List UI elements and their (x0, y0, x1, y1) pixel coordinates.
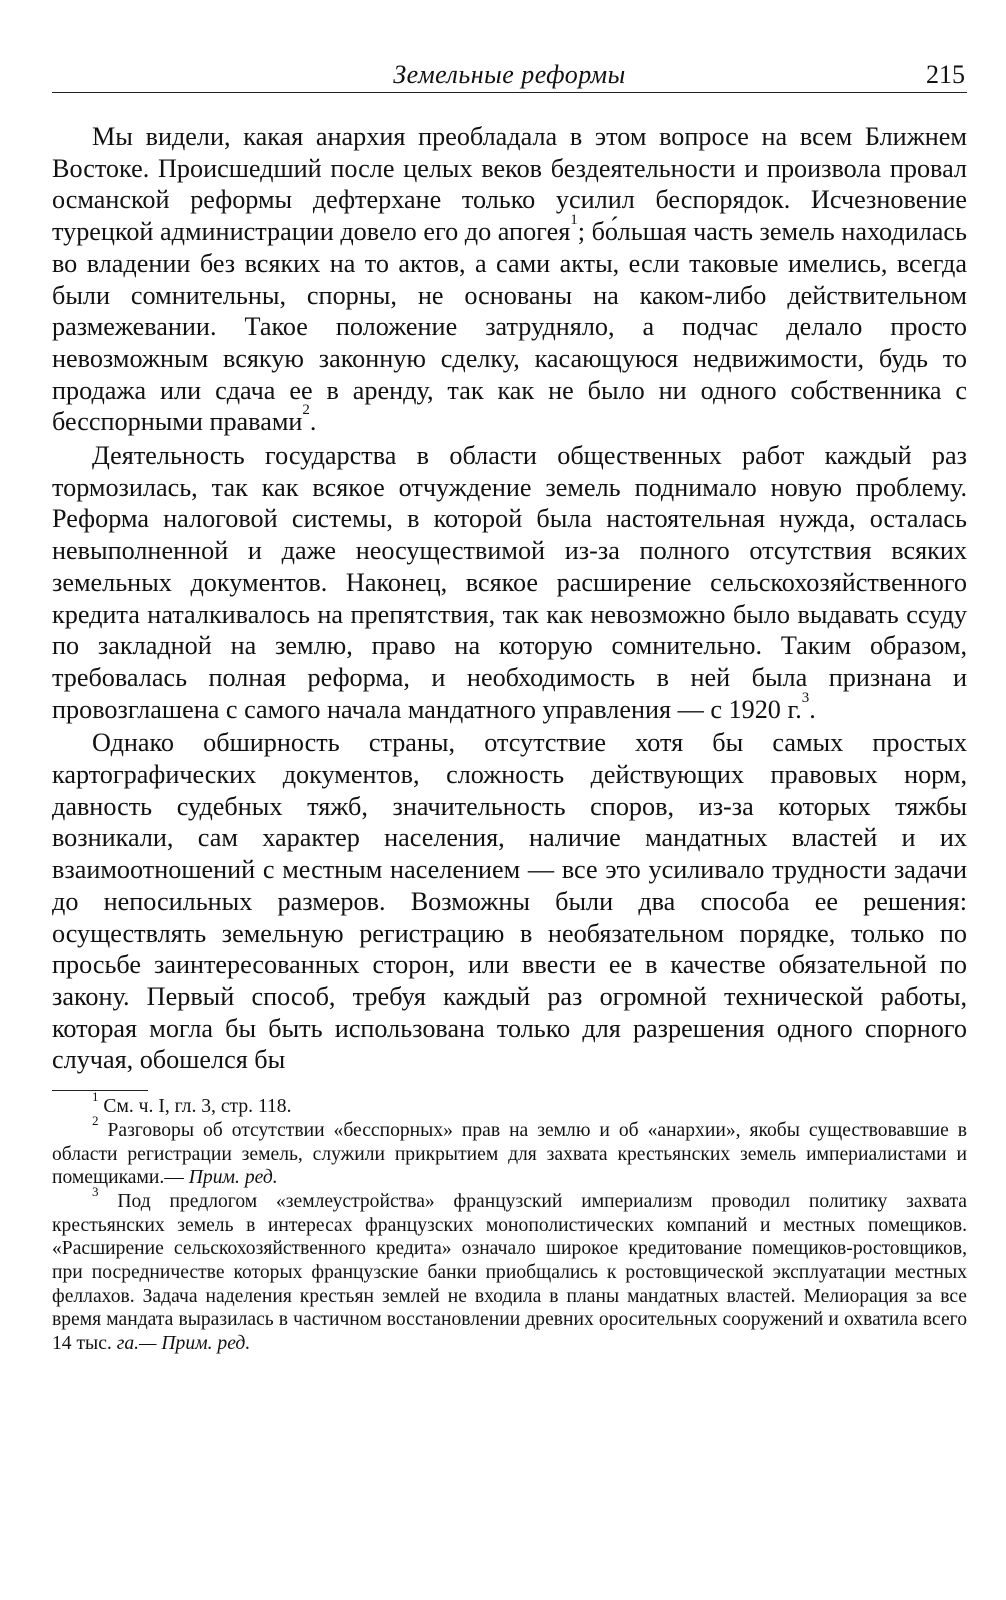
footnote-ref: 2 (302, 402, 310, 419)
book-page (52, 58, 967, 1356)
paragraph (52, 440, 967, 725)
editor-note: Прим. ред. (188, 1167, 278, 1189)
footnote (52, 1089, 967, 1119)
footnote (52, 1112, 967, 1190)
paragraph-text: Деятельность государства в области общественных работ каждый раз тормозилась, так как всякое отчуждение земель поднимало новую проблему. Реформа налоговой системы, в которой была настоятельная нужда, осталась невыполненной и даже неосуществимой из-за полного отсутствия всяких земельных документов. Наконец, всякое расширение сельскохозяйственного кредита наталкивалось на препятствия, так как невозможно было выдавать ссуду по закладной на землю, право на которую сомнительно. Таким образом, требовалась полная реформа, и необходимость в ней была признана и провозглашена с самого начала мандатного управления — с 1920 г. (52, 441, 967, 724)
running-title: Земельные реформы (393, 60, 626, 89)
footnote-text: Под предлогом «землеустройства» французский империализм проводил политику захвата крестьянских земель в интересах французских монополистических компаний и местных помещиков. «Расширение сельскохозяйственного кредита» означало широкое кредитование помещиков-ростовщиков, при посредничестве которых французские банки приобщались к ростовщической эксплуатации местных феллахов. Задача наделения крестьян землей не входила в планы мандатных властей. Мелиорация за все время мандата выразилась в частичном восстановлении древних оросительных сооружений и охватила всего 14 тыс. (52, 1190, 967, 1355)
footnotes (52, 1089, 967, 1356)
footnote-text: Разговоры об отсутствии «бесспорных» прав на землю и об «анархии», якобы существовавшие в области регистрации земель, служили прикрытием для захвата крестьянских земель империалистами и помещиками.— (52, 1119, 967, 1189)
running-header (52, 58, 967, 93)
footnote-ref: 1 (570, 212, 578, 229)
paragraph-text: . (309, 407, 317, 437)
paragraph (52, 727, 967, 1076)
footnote-divider (52, 1090, 148, 1091)
page-number: 215 (926, 60, 965, 89)
footnote-ref: 3 (801, 689, 810, 706)
footnote-text: См. ч. I, гл. 3, стр. 118. (103, 1096, 292, 1118)
footnote (52, 1183, 967, 1356)
editor-note: га.— Прим. ред. (116, 1333, 251, 1355)
footnote-number: 1 (92, 1089, 99, 1105)
paragraph-text: ; бо́льшая часть земель находилась во владении без всяких на то актов, а сами акты, если таковые имелись, всегда были сомнительны, спорны, не основаны на каком-либо действительном размежевании. Такое положение затрудняло, а подчас делало просто невозможным всякую законную сделку, касающуюся недвижимости, будь то продажа или сдача ее в аренду, так как не было ни одного собственника с бесспорными правами (52, 217, 967, 437)
paragraph (52, 121, 967, 438)
footnote-number: 2 (92, 1112, 99, 1128)
footnote-number: 3 (92, 1183, 99, 1199)
paragraph-text: Однако обширность страны, отсутствие хотя бы самых простых картографических документов, сложность действующих правовых норм, давность судебных тяжб, значительность споров, из-за которых тяжбы возникали, сам характер населения, наличие мандатных властей и их взаимоотношений с местным населением — все это усиливало трудности задачи до непосильных размеров. Возможны были два способа ее решения: осуществлять земельную регистрацию в необязательном порядке, только по просьбе заинтересованных сторон, или ввести ее в качестве обязательной по закону. Первый способ, требуя каждый раз огромной технической работы, которая могла бы быть использована только для разрешения одного спорного случая, обошелся бы (52, 728, 967, 1075)
main-text (52, 121, 967, 1076)
paragraph-text: Мы видели, какая анархия преобладала в этом вопросе на всем Ближнем Востоке. Происшедший после целых веков бездеятельности и произвола провал османской реформы дефтерхане только усилил беспорядок. Исчезновение турецкой администрации довело его до апогея (52, 122, 967, 247)
paragraph-text: . (809, 694, 816, 724)
